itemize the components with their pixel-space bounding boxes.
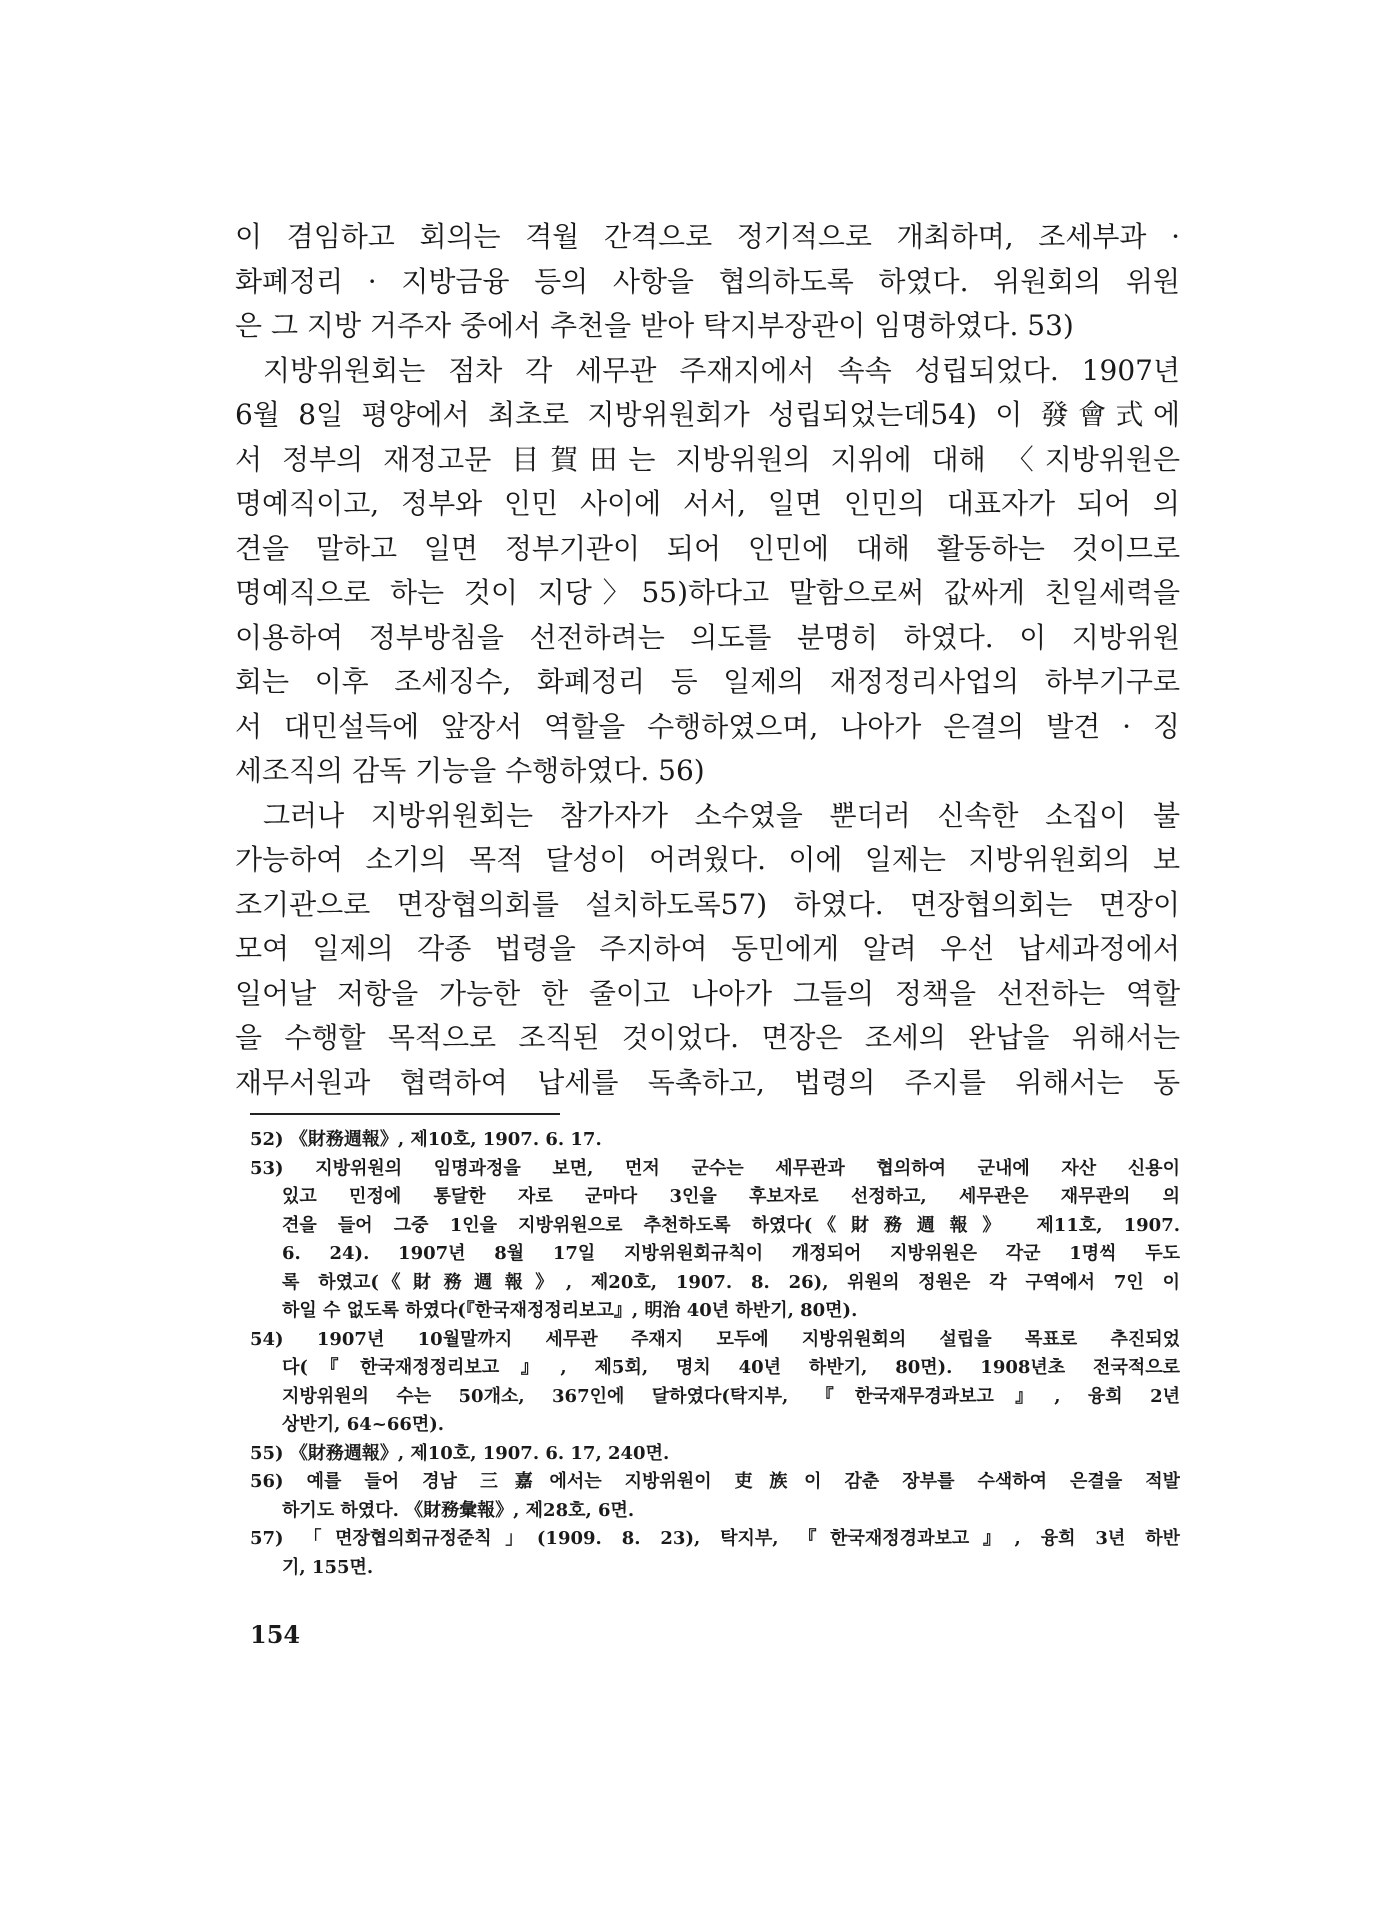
footnote-57: 57) 「면장협의회규정준칙」(1909. 8. 23), 탁지부, 『한국재정경과보고』, 융희 3년 하반 <box>250 1528 1180 1549</box>
text-line: 그러나 지방위원회는 참가자가 소수였을 뿐더러 신속한 소집이 불 <box>263 798 1180 832</box>
footnote-line: 지방위원의 수는 50개소, 367인에 달하였다(탁지부, 『한국재무경과보고』, 융희 2년 <box>282 1385 1180 1407</box>
text-line: 서 정부의 재정고문 目賀田는 지방위원의 지위에 대해 〈지방위원은 <box>235 442 1180 476</box>
footnote-54: 54) 1907년 10월말까지 세무관 주재지 모두에 지방위원회의 설립을 목표로 추진되었 <box>250 1328 1180 1350</box>
text-line: 조기관으로 면장협의회를 설치하도록57) 하였다. 면장협의회는 면장이 <box>235 887 1180 921</box>
footnote-line: 록 하였고(《財務週報》, 제20호, 1907. 8. 26), 위원의 정원은 각 구역에서 7인 이 <box>282 1271 1180 1293</box>
text-line: 회는 이후 조세징수, 화폐정리 등 일제의 재정정리사업의 하부기구로 <box>235 665 1180 698</box>
text-line: 화폐정리 · 지방금융 등의 사항을 협의하도록 하였다. 위원회의 위원 <box>235 264 1180 298</box>
text-line: 견을 말하고 일면 정부기관이 되어 인민에 대해 활동하는 것이므로 <box>235 531 1180 565</box>
footnote-53: 53) 지방위원의 임명과정을 보면, 먼저 군수는 세무관과 협의하여 군내에 자산 신용이 <box>250 1157 1180 1179</box>
text-line: 이용하여 정부방침을 선전하려는 의도를 분명히 하였다. 이 지방위원 <box>235 620 1180 654</box>
footnote-line: 견을 들어 그중 1인을 지방위원으로 추천하도록 하였다(《財務週報》 제11호, 1907. <box>282 1214 1180 1236</box>
text-line: 이 겸임하고 회의는 격월 간격으로 정기적으로 개최하며, 조세부과 · <box>235 220 1180 253</box>
footnote-line: 있고 민정에 통달한 자로 군마다 3인을 후보자로 선정하고, 세무관은 재무관의 의 <box>282 1186 1180 1207</box>
text-line: 모여 일제의 각종 법령을 주지하여 동민에게 알려 우선 납세과정에서 <box>235 932 1180 965</box>
paragraph-2 <box>235 349 1180 794</box>
text-line: 세조직의 감독 기능을 수행하였다. 56) <box>235 754 705 787</box>
text-line: 6월 8일 평양에서 최초로 지방위원회가 성립되었는데54) 이 發會式에 <box>235 398 1180 431</box>
footnote-line: 하기도 하였다. 《財務彙報》, 제28호, 6면. <box>282 1499 635 1521</box>
body-text <box>235 215 1180 1105</box>
footnote-52: 52) 《財務週報》, 제10호, 1907. 6. 17. <box>250 1129 602 1150</box>
footnotes <box>250 1126 1180 1582</box>
footnote-line: 다(『한국재정정리보고』, 제5회, 명치 40년 하반기, 80면). 1908년초 전국적으로 <box>282 1357 1180 1378</box>
text-line: 은 그 지방 거주자 중에서 추천을 받아 탁지부장관이 임명하였다. 53) <box>235 309 1074 342</box>
footnote-line: 상반기, 64~66면). <box>282 1414 445 1435</box>
text-line: 가능하여 소기의 목적 달성이 어려웠다. 이에 일제는 지방위원회의 보 <box>235 843 1180 876</box>
paragraph-3 <box>235 794 1180 1106</box>
text-line: 서 대민설득에 앞장서 역할을 수행하였으며, 나아가 은결의 발견 · 징 <box>235 709 1180 743</box>
text-line: 지방위원회는 점차 각 세무관 주재지에서 속속 성립되었다. 1907년 <box>263 353 1180 387</box>
page-number: 154 <box>250 1620 301 1649</box>
paragraph-1 <box>235 215 1180 349</box>
footnote-line: 기, 155면. <box>282 1556 374 1578</box>
footnote-56: 56) 예를 들어 경남 三嘉에서는 지방위원이 吏族이 감춘 장부를 수색하여 은결을 적발 <box>250 1471 1180 1492</box>
text-line: 재무서원과 협력하여 납세를 독촉하고, 법령의 주지를 위해서는 동 <box>235 1065 1180 1099</box>
text-line: 을 수행할 목적으로 조직된 것이었다. 면장은 조세의 완납을 위해서는 <box>235 1021 1180 1054</box>
footnote-line: 6. 24). 1907년 8월 17일 지방위원회규칙이 개정되어 지방위원은 각군 1명씩 두도 <box>282 1243 1180 1264</box>
footnote-55: 55) 《財務週報》, 제10호, 1907. 6. 17, 240면. <box>250 1442 670 1464</box>
footnote-line: 하일 수 없도록 하였다(『한국재정정리보고』, 明治 40년 하반기, 80면). <box>282 1300 858 1321</box>
text-line: 명예직이고, 정부와 인민 사이에 서서, 일면 인민의 대표자가 되어 의 <box>235 487 1180 520</box>
footnote-divider <box>250 1113 560 1115</box>
text-line: 명예직으로 하는 것이 지당〉55)하다고 말함으로써 값싸게 친일세력을 <box>235 576 1180 609</box>
text-line: 일어날 저항을 가능한 한 줄이고 나아가 그들의 정책을 선전하는 역할 <box>235 976 1180 1010</box>
